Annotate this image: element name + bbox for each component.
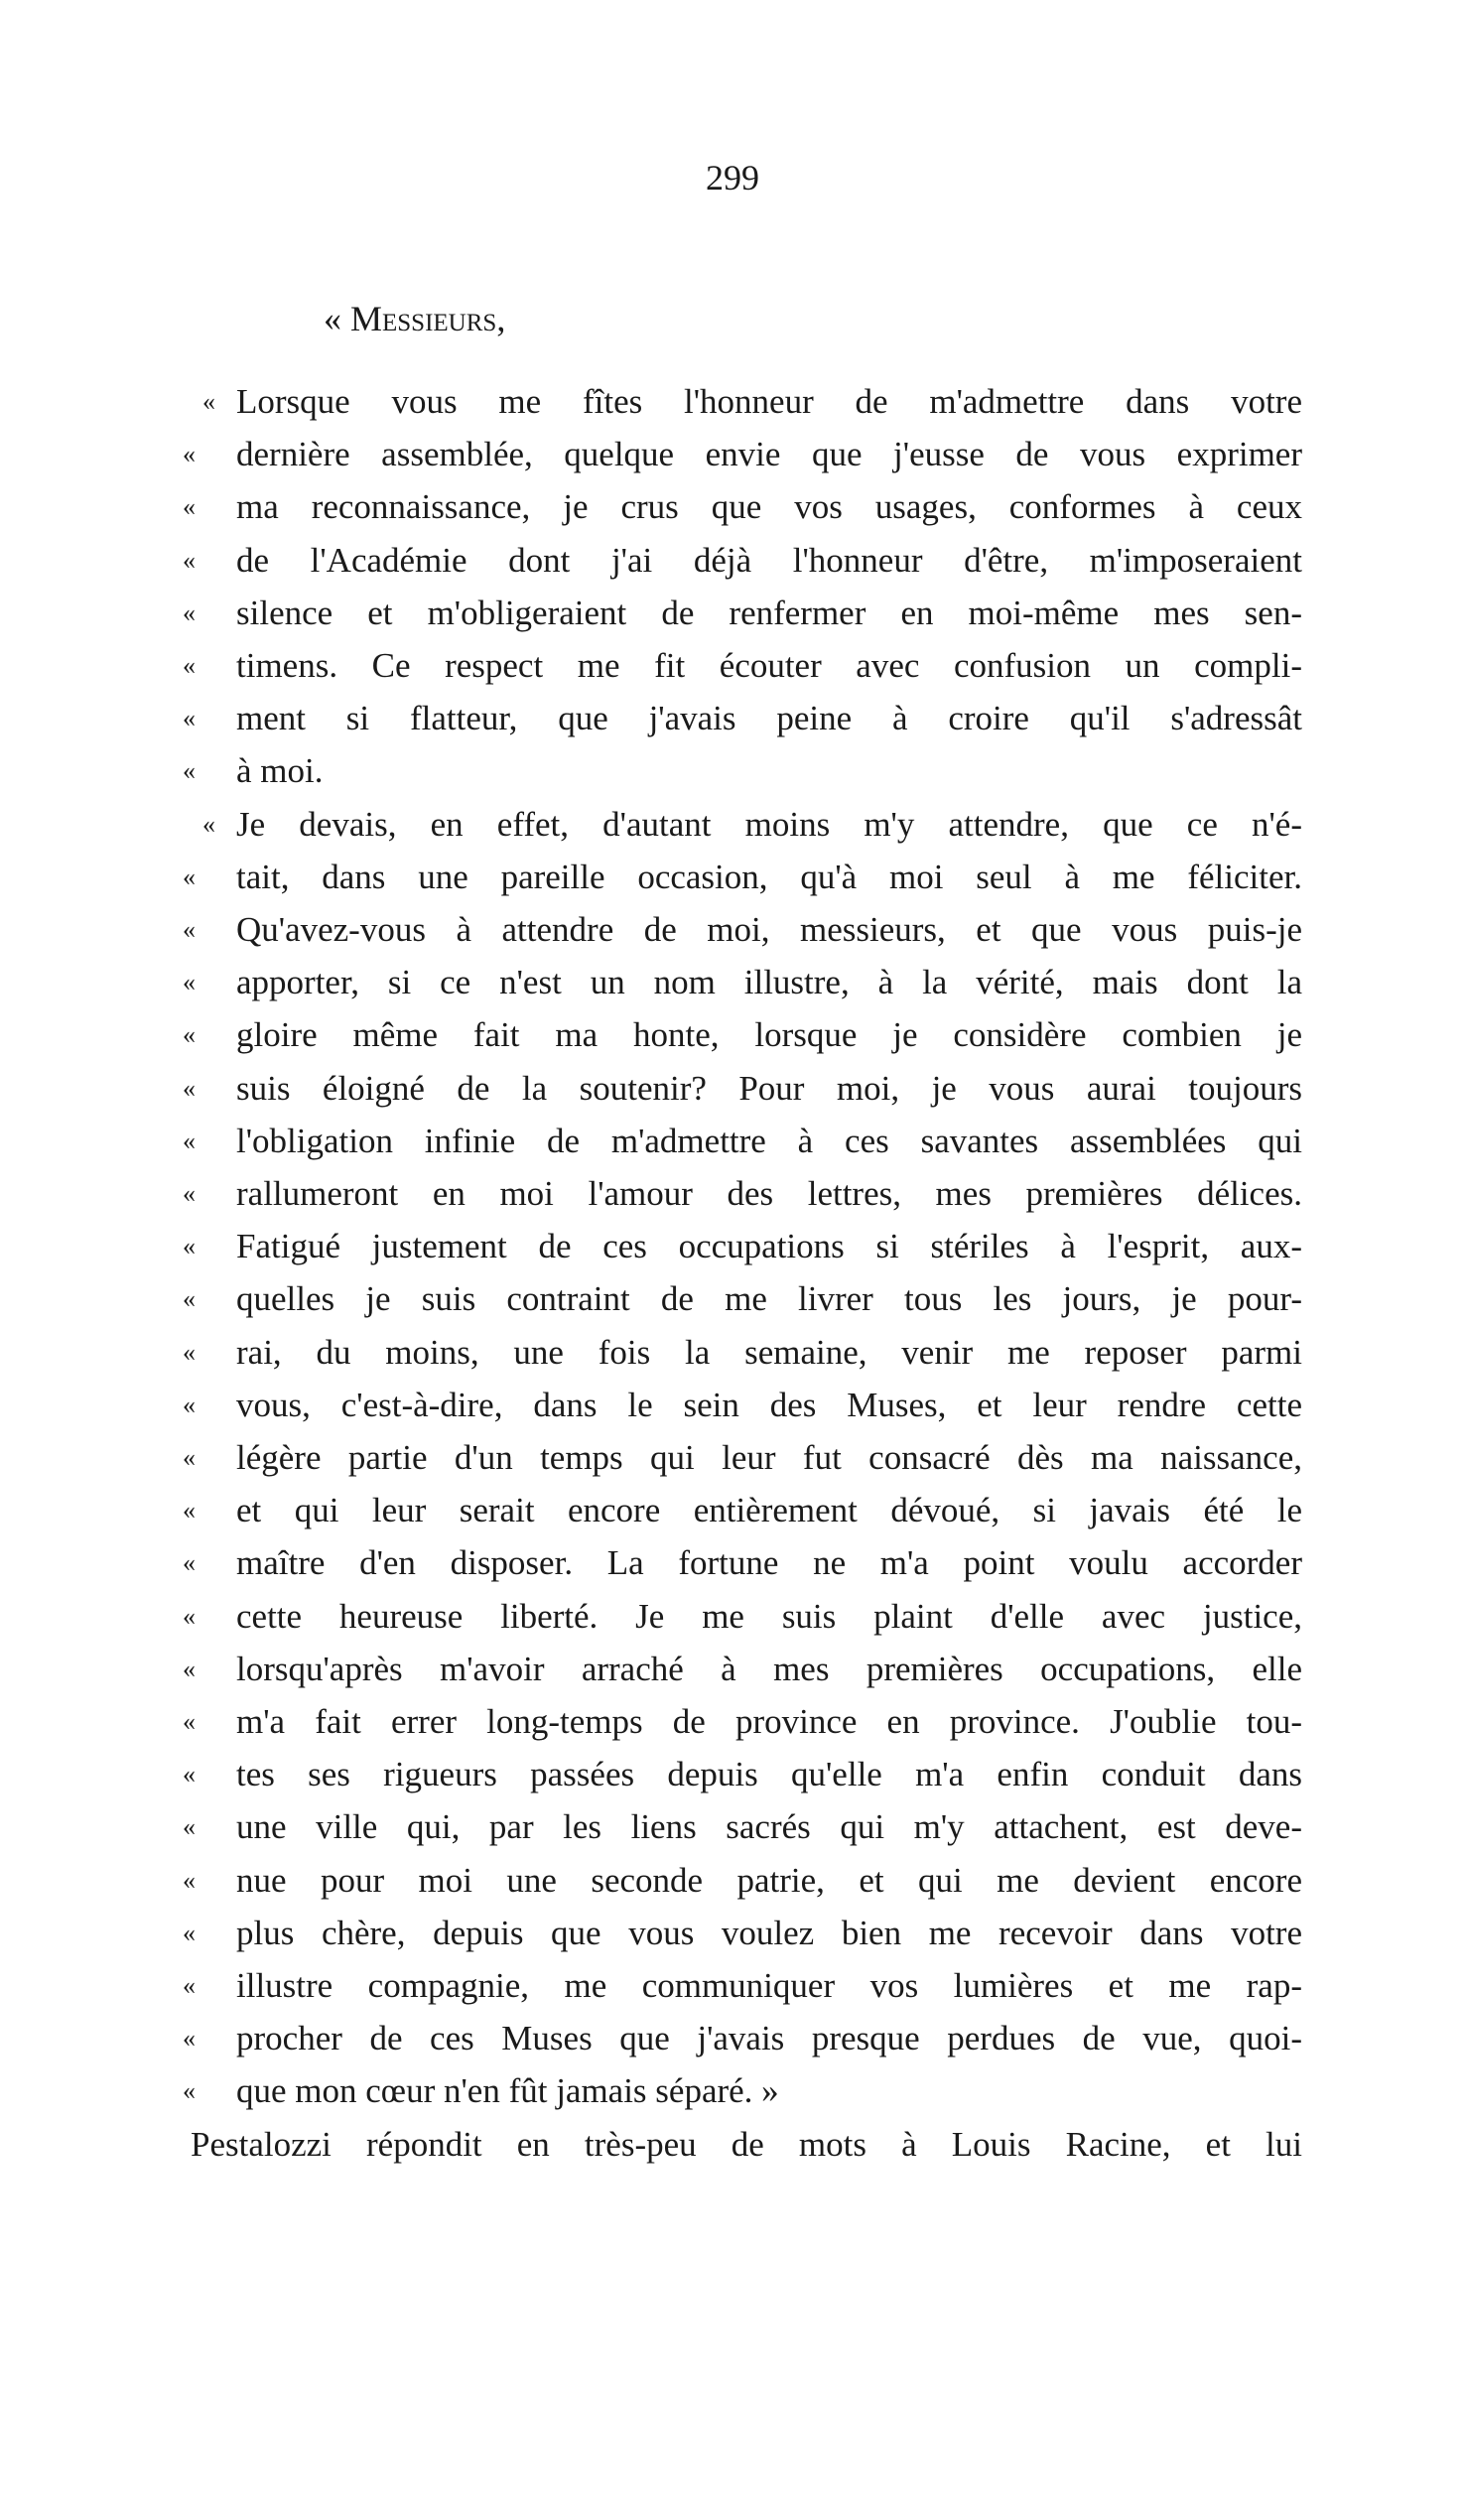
line-text: apporter, si ce n'est un nom illustre, à la vérité, mais dont la (236, 963, 1302, 1002)
quote-mark: « (183, 545, 196, 575)
quote-mark: « (183, 968, 196, 997)
quote-mark: « (183, 704, 196, 733)
quote-mark: « (183, 1179, 196, 1208)
line-text: timens. Ce respect me fit écouter avec confusion un compli- (236, 646, 1302, 685)
quote-mark: « (183, 492, 196, 522)
line-text: et qui leur serait encore entièrement dévoué, si javais été le (236, 1491, 1302, 1530)
quote-mark: « (183, 1443, 196, 1472)
line-text: lorsqu'après m'avoir arraché à mes premières occupations, elle (236, 1649, 1302, 1688)
line-text: de l'Académie dont j'ai déjà l'honneur d'être, m'imposeraient (236, 540, 1302, 580)
quote-mark: « (183, 1126, 196, 1155)
quote-mark: « (183, 1971, 196, 2000)
quote-mark: « (183, 1284, 196, 1314)
line-text: suis éloigné de la soutenir? Pour moi, je vous aurai toujours (236, 1068, 1302, 1108)
salutation-text: Messieurs, (350, 299, 506, 338)
quote-mark: « (202, 387, 215, 416)
line-text: nue pour moi une seconde patrie, et qui me devient encore (236, 1860, 1302, 1900)
quote-mark: « (183, 1073, 196, 1103)
quote-mark: « (183, 1020, 196, 1050)
line-text: silence et m'obligeraient de renfermer en moi-même mes sen- (236, 593, 1302, 632)
quote-mark: « (183, 1496, 196, 1525)
line-text: l'obligation infinie de m'admettre à ces savantes assemblées qui (236, 1121, 1302, 1160)
quote-mark: « (183, 1918, 196, 1947)
salutation (324, 298, 505, 339)
line-text: rallumeront en moi l'amour des lettres, mes premières délices. (236, 1174, 1302, 1213)
line-text: gloire même fait ma honte, lorsque je considère combien je (236, 1015, 1302, 1055)
line-text: vous, c'est-à-dire, dans le sein des Muses, et leur rendre cette (236, 1385, 1302, 1424)
quote-mark: « (183, 597, 196, 627)
line-text: ma reconnaissance, je crus que vos usages, conformes à ceux (236, 487, 1302, 527)
quote-mark: « (183, 1232, 196, 1261)
quote-mark: « (183, 651, 196, 680)
quote-mark: « (183, 2076, 196, 2106)
quote-mark: « (183, 915, 196, 944)
line-text: rai, du moins, une fois la semaine, venir me reposer parmi (236, 1332, 1302, 1372)
line-text: Je devais, en effet, d'autant moins m'y attendre, que ce n'é- (236, 804, 1302, 844)
page-number: 299 (706, 158, 759, 198)
quote-mark: « (183, 2024, 196, 2054)
opening-quote: « (324, 299, 341, 338)
quote-mark: « (183, 1865, 196, 1895)
line-text: procher de ces Muses que j'avais presque perdues de vue, quoi- (236, 2019, 1302, 2058)
quote-mark: « (183, 440, 196, 469)
line-text: légère partie d'un temps qui leur fut consacré dès ma naissance, (236, 1438, 1302, 1477)
line-text: plus chère, depuis que vous voulez bien me recevoir dans votre (236, 1913, 1302, 1952)
quote-mark: « (183, 756, 196, 786)
line-text: Pestalozzi répondit en très-peu de mots à Louis Racine, et lui (191, 2124, 1302, 2164)
line-text: une ville qui, par les liens sacrés qui m'y attachent, est deve- (236, 1807, 1302, 1847)
quote-mark: « (183, 1707, 196, 1736)
quote-mark: « (183, 1812, 196, 1842)
quote-mark: « (202, 809, 215, 839)
quote-mark: « (183, 1601, 196, 1631)
quote-mark: « (183, 1760, 196, 1790)
line-text: tes ses rigueurs passées depuis qu'elle m'a enfin conduit dans (236, 1755, 1302, 1794)
quote-mark: « (183, 1390, 196, 1419)
quote-mark: « (183, 862, 196, 891)
line-text: cette heureuse liberté. Je me suis plaint d'elle avec justice, (236, 1596, 1302, 1636)
line-text: que mon cœur n'en fût jamais séparé. » (236, 2071, 779, 2111)
line-text: Qu'avez-vous à attendre de moi, messieurs, et que vous puis-je (236, 910, 1302, 949)
line-text: quelles je suis contraint de me livrer tous les jours, je pour- (236, 1279, 1302, 1319)
quote-mark: « (183, 1337, 196, 1367)
line-text: ment si flatteur, que j'avais peine à croire qu'il s'adressât (236, 699, 1302, 738)
line-text: illustre compagnie, me communiquer vos lumières et me rap- (236, 1966, 1302, 2005)
line-text: maître d'en disposer. La fortune ne m'a point voulu accorder (236, 1543, 1302, 1583)
quote-mark: « (183, 1654, 196, 1683)
line-text: Fatigué justement de ces occupations si stériles à l'esprit, aux- (236, 1227, 1302, 1266)
line-text: tait, dans une pareille occasion, qu'à moi seul à me féliciter. (236, 857, 1302, 896)
quote-mark: « (183, 1548, 196, 1578)
line-text: à moi. (236, 751, 324, 791)
line-text: dernière assemblée, quelque envie que j'eusse de vous exprimer (236, 435, 1302, 474)
line-text: m'a fait errer long-temps de province en province. J'oublie tou- (236, 1702, 1302, 1741)
line-text: Lorsque vous me fîtes l'honneur de m'admettre dans votre (236, 382, 1302, 421)
